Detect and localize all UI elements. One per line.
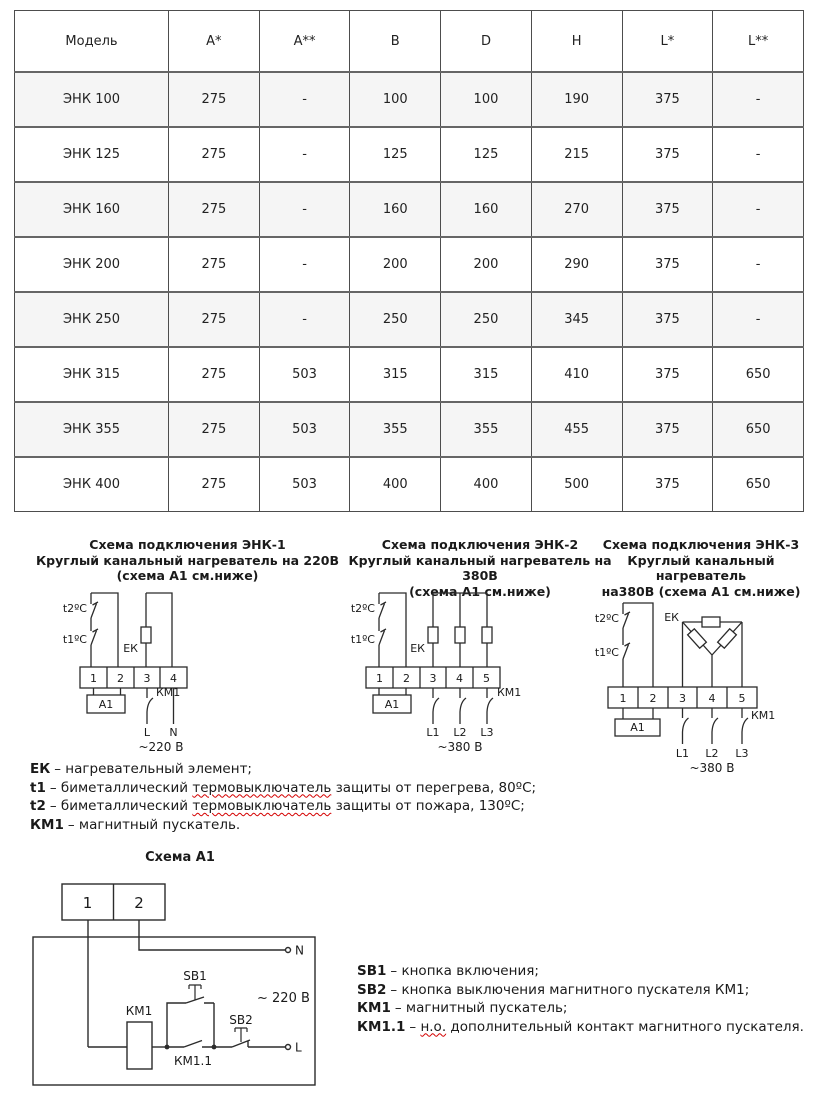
t2-label: t2ºС (62, 602, 87, 615)
table-cell: 375 (622, 72, 713, 127)
line-l3-label: L3 (480, 726, 494, 739)
km1-label: КМ1 (751, 709, 776, 722)
legend-term: КМ1 (30, 816, 64, 833)
km1-label: КМ1 (497, 686, 522, 699)
legend-text-misspelled: термовыключатель (192, 798, 332, 814)
table-cell: 125 (441, 127, 532, 182)
enk3-title-line2: Круглый канальный нагреватель (627, 552, 775, 583)
heater-resistor-icon (455, 627, 465, 643)
table-cell: 275 (169, 127, 260, 182)
table-row (15, 72, 804, 127)
table-cell: 290 (531, 237, 622, 292)
table-row (15, 292, 804, 347)
col-h: H (531, 11, 622, 73)
a1-label: А1 (630, 721, 645, 734)
table-cell: 190 (531, 72, 622, 127)
scheme-a1-title: Схема А1 (145, 850, 215, 865)
table-cell: - (259, 182, 350, 237)
table-cell: - (713, 292, 804, 347)
t1-label: t1ºС (595, 646, 619, 659)
legend-term: КМ1 (357, 1000, 391, 1016)
terminal-1: 1 (82, 894, 93, 912)
table-cell: 650 (713, 457, 804, 512)
table-cell: 400 (350, 457, 441, 512)
table-cell: 455 (531, 402, 622, 457)
table-cell: 345 (531, 292, 622, 347)
legend-term: t1 (30, 779, 46, 796)
voltage-label: ~380 В (689, 761, 735, 775)
table-cell: 275 (169, 347, 260, 402)
l-label: L (295, 1040, 302, 1055)
terminal-4: 4 (708, 692, 716, 705)
enk1-title (15, 537, 360, 584)
t2-switch-icon (91, 602, 98, 618)
ek-label: ЕК (410, 642, 425, 655)
km1-contact-icon (460, 688, 466, 724)
legend-text-misspelled: термовыключатель (192, 779, 332, 796)
legend-text: – магнитный пускатель; (394, 1000, 568, 1016)
dimensions-table (14, 10, 804, 512)
t1-switch-icon (623, 643, 630, 659)
table-cell: - (259, 292, 350, 347)
table-cell: 355 (350, 402, 441, 457)
t1-switch-icon (379, 629, 386, 645)
t2-label: t2ºС (595, 612, 619, 625)
t1-label: t1ºС (350, 633, 375, 646)
legend-item-sb1 (357, 962, 817, 981)
n-terminal-icon (286, 948, 291, 953)
sb2-label: SB2 (229, 1013, 253, 1027)
terminal-5: 5 (738, 692, 746, 705)
enk1-title-line3: (схема А1 см.ниже) (116, 568, 259, 583)
voltage-label: ~220 В (138, 740, 184, 754)
scheme-a1-diagram (20, 875, 340, 1104)
table-cell: 375 (622, 457, 713, 512)
km1-contact-icon (683, 708, 689, 744)
scheme-a1-legend (357, 962, 817, 1036)
legend-text: дополнительный контакт магнитного пускателя. (446, 1018, 804, 1035)
table-cell: 275 (169, 457, 260, 512)
enk1-title-line2: Круглый канальный нагреватель на 220В (35, 552, 340, 568)
terminal-3: 3 (679, 692, 686, 705)
legend-term: ЕК (30, 761, 51, 777)
enk3-title-line1: Схема подключения ЭНК-3 (602, 537, 800, 552)
t2-label: t2ºС (350, 602, 375, 615)
table-cell: 503 (259, 457, 350, 512)
terminal-3: 3 (429, 672, 437, 685)
table-cell: 215 (531, 127, 622, 182)
table-cell: 650 (713, 402, 804, 457)
heater-resistor-icon (141, 627, 151, 643)
sb2-button-icon (235, 1028, 247, 1042)
legend-text: защиты от пожара, 130ºС; (331, 798, 525, 814)
junction-dot (212, 1045, 217, 1050)
table-cell: 375 (622, 402, 713, 457)
col-a1: A* (169, 11, 260, 73)
sb1-button-icon (189, 985, 201, 1000)
a1-label: А1 (384, 698, 400, 711)
t2-switch-icon (623, 612, 630, 628)
legend-item-km1 (357, 999, 817, 1018)
terminal-3: 3 (143, 672, 151, 685)
terminal-2: 2 (649, 692, 657, 705)
table-cell: ЭНК 355 (15, 402, 169, 457)
legend-text: – кнопка выключения магнитного пускателя КМ1; (390, 981, 750, 998)
table-row (15, 347, 804, 402)
table-cell: 375 (622, 292, 713, 347)
enk3-title-line3: на380В (схема А1 см.ниже) (601, 583, 801, 599)
line-l-label: L (143, 726, 151, 739)
km1-label: КМ1 (156, 686, 181, 699)
table-cell: 275 (169, 72, 260, 127)
table-cell: ЭНК 250 (15, 292, 169, 347)
wiring-diagram-enk2 (350, 588, 600, 762)
legend-term: SB1 (357, 963, 387, 979)
table-cell: - (713, 127, 804, 182)
km1-contact-icon (487, 688, 493, 724)
table-cell: 200 (350, 237, 441, 292)
col-l2: L** (713, 11, 804, 73)
km1-contact-icon (742, 708, 748, 744)
enk1-wires (80, 593, 187, 724)
legend-item-km11 (357, 1018, 817, 1037)
table-cell: 250 (350, 292, 441, 347)
table-cell: ЭНК 125 (15, 127, 169, 182)
table-cell: 160 (350, 182, 441, 237)
table-cell: 275 (169, 182, 260, 237)
legend-text: защиты от перегрева, 80ºС; (331, 779, 537, 796)
terminal-2: 2 (403, 672, 410, 685)
table-cell: 100 (350, 72, 441, 127)
km1-label: КМ1 (125, 1004, 153, 1018)
table-cell: 650 (713, 347, 804, 402)
line-l3-label: L3 (735, 747, 749, 760)
table-cell: ЭНК 160 (15, 182, 169, 237)
col-b: B (350, 11, 441, 73)
legend-term: SB2 (357, 981, 387, 998)
t1-switch-icon (91, 629, 98, 645)
sb1-contact-icon (186, 997, 214, 1047)
enk2-title-line2: Круглый канальный нагреватель на 380В (348, 552, 612, 583)
km11-label: КМ1.1 (174, 1054, 212, 1068)
enk1-title-line1: Схема подключения ЭНК-1 (89, 537, 286, 552)
table-cell: 270 (531, 182, 622, 237)
table-cell: - (713, 182, 804, 237)
table-cell: 410 (531, 347, 622, 402)
table-cell: ЭНК 400 (15, 457, 169, 512)
t1-label: t1ºС (62, 633, 87, 646)
legend-item-km1 (30, 816, 570, 835)
line-l1-label: L1 (426, 726, 440, 739)
table-cell: 250 (441, 292, 532, 347)
col-d: D (441, 11, 532, 73)
table-cell: - (713, 237, 804, 292)
line-n-label: N (169, 726, 178, 739)
legend-item-t2 (30, 797, 570, 816)
table-row (15, 402, 804, 457)
components-legend (30, 760, 570, 834)
terminal-4: 4 (170, 672, 177, 685)
table-cell: 503 (259, 402, 350, 457)
table-cell: 375 (622, 127, 713, 182)
table-cell: 375 (622, 347, 713, 402)
enk2-title-line1: Схема подключения ЭНК-2 (381, 537, 579, 552)
km1-contact-icon (712, 708, 718, 744)
table-cell: 315 (350, 347, 441, 402)
table-cell: ЭНК 100 (15, 72, 169, 127)
heater-resistor-icon (718, 629, 737, 648)
heater-resistor-icon (688, 629, 707, 648)
table-cell: 125 (350, 127, 441, 182)
table-row (15, 127, 804, 182)
ek-label: ЕК (664, 611, 679, 624)
table-cell: 275 (169, 402, 260, 457)
legend-term: t2 (30, 798, 46, 814)
table-row (15, 182, 804, 237)
legend-text: – нагревательный элемент; (54, 761, 252, 777)
table-cell: - (259, 127, 350, 182)
ek-label: ЕК (123, 642, 138, 655)
dimensions-table-body (15, 72, 804, 512)
terminal-2: 2 (117, 672, 124, 685)
table-cell: 160 (441, 182, 532, 237)
legend-text: – биметаллический (49, 798, 193, 814)
table-cell: 275 (169, 292, 260, 347)
heater-resistor-icon (702, 617, 720, 627)
t2-switch-icon (379, 602, 386, 618)
legend-item-t1 (30, 779, 570, 798)
table-cell: 275 (169, 237, 260, 292)
table-cell: 100 (441, 72, 532, 127)
table-row (15, 457, 804, 512)
terminal-1: 1 (619, 692, 627, 705)
table-row (15, 237, 804, 292)
terminal-1: 1 (376, 672, 383, 685)
sb2-contact-icon (214, 1040, 286, 1047)
legend-item-ek (30, 760, 570, 779)
terminal-5: 5 (483, 672, 490, 685)
table-cell: 355 (441, 402, 532, 457)
voltage-label: ~ 220 В (257, 991, 310, 1006)
l-terminal-icon (286, 1045, 291, 1050)
heater-resistor-icon (482, 627, 492, 643)
n-label: N (295, 943, 304, 958)
table-cell: 503 (259, 347, 350, 402)
terminal-4: 4 (456, 672, 463, 685)
line-l1-label: L1 (675, 747, 690, 760)
wiring-diagram-enk3 (595, 588, 820, 792)
legend-text: – кнопка включения; (390, 963, 539, 979)
legend-text: – магнитный пускатель. (67, 816, 241, 833)
terminal-2: 2 (134, 894, 144, 912)
wiring-diagram-enk1 (30, 588, 280, 762)
enk2-title-line3: (схема А1 см.ниже) (409, 583, 551, 599)
km1-contact-icon (147, 698, 153, 712)
heater-resistor-icon (428, 627, 438, 643)
voltage-label: ~380 В (437, 740, 483, 754)
table-cell: 200 (441, 237, 532, 292)
table-cell: 375 (622, 237, 713, 292)
line-l2-label: L2 (453, 726, 467, 739)
legend-text: – биметаллический (49, 779, 193, 796)
legend-term: КМ1.1 (357, 1018, 406, 1035)
table-cell: 400 (441, 457, 532, 512)
junction-dot (165, 1045, 170, 1050)
sb1-label: SB1 (183, 969, 207, 983)
legend-text: – (409, 1018, 421, 1035)
km1-contact-icon (433, 688, 439, 724)
table-cell: 315 (441, 347, 532, 402)
legend-item-sb2 (357, 981, 817, 1000)
table-cell: 500 (531, 457, 622, 512)
terminal-1: 1 (90, 672, 97, 685)
line-l2-label: L2 (705, 747, 719, 760)
table-cell: - (259, 237, 350, 292)
table-header-row (15, 11, 804, 73)
col-a2: A** (259, 11, 350, 73)
table-cell: 375 (622, 182, 713, 237)
km11-contact-icon (167, 1041, 214, 1048)
a1-label: А1 (98, 698, 114, 711)
km1-coil-icon (127, 1022, 152, 1069)
table-cell: ЭНК 315 (15, 347, 169, 402)
table-cell: - (713, 72, 804, 127)
table-cell: - (259, 72, 350, 127)
table-cell: ЭНК 200 (15, 237, 169, 292)
legend-text-misspelled: н.о. (420, 1018, 447, 1035)
table-header (15, 11, 804, 73)
col-model: Модель (15, 11, 169, 73)
col-l1: L* (622, 11, 713, 73)
